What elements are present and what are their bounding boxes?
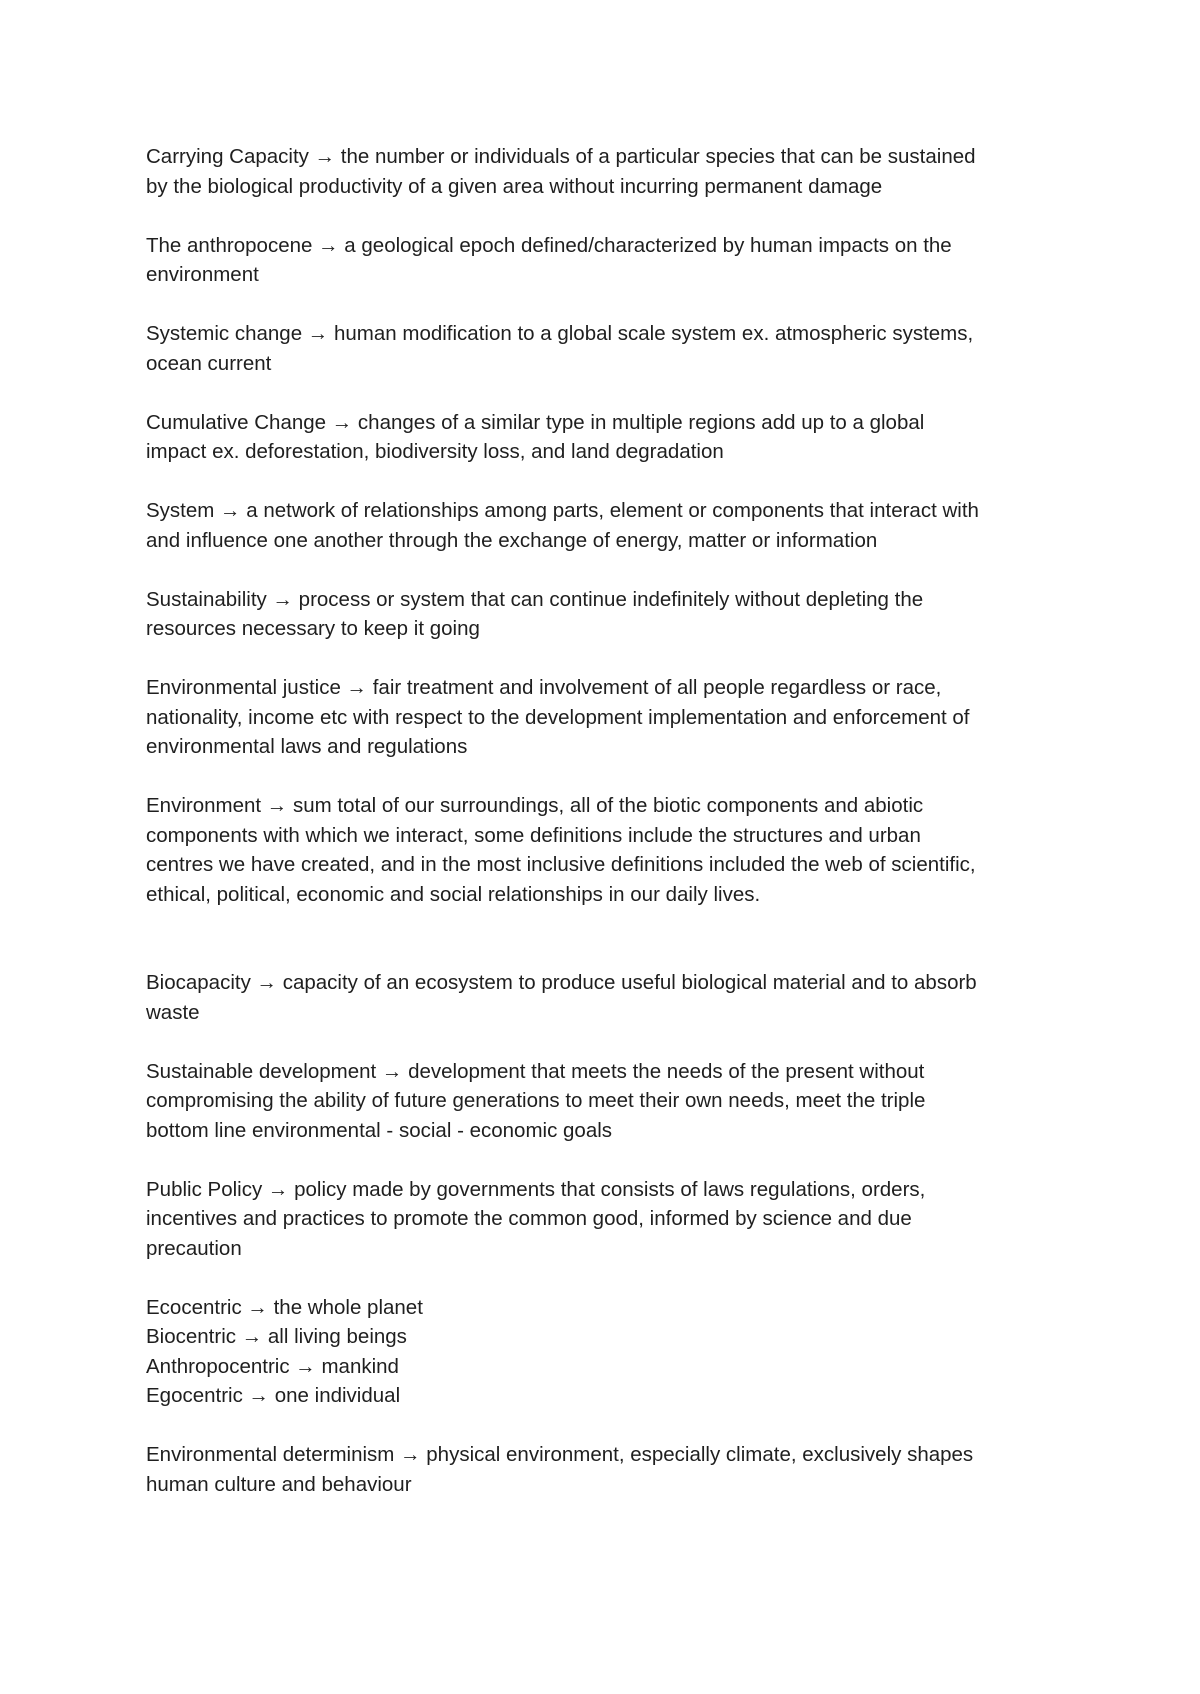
text-line: ethical, political, economic and social relationships in our daily lives. bbox=[146, 882, 761, 906]
text-line: ocean current bbox=[146, 351, 272, 375]
definition-carrying-capacity bbox=[146, 142, 1066, 201]
text-line: impact ex. deforestation, biodiversity loss, and land degradation bbox=[146, 440, 724, 463]
text-line: components with which we interact, some definitions include the structures and urban bbox=[146, 823, 921, 847]
text-line: Systemic change → human modification to a global scale system ex. atmospheric systems, bbox=[146, 322, 974, 345]
definition-anthropocene bbox=[146, 231, 1066, 290]
text-line: Ecocentric → the whole planet bbox=[146, 1295, 423, 1319]
definition-public-policy bbox=[146, 1175, 1066, 1264]
text-line: by the biological productivity of a given area without incurring permanent damage bbox=[146, 174, 883, 198]
text-line: bottom line environmental - social - economic goals bbox=[146, 1118, 613, 1142]
text-line: Environmental justice → fair treatment and involvement of all people regardless or race, bbox=[146, 676, 942, 699]
text-line: Anthropocentric → mankind bbox=[146, 1354, 399, 1378]
definition-environmental-determinism bbox=[146, 1440, 1066, 1499]
text-line: resources necessary to keep it going bbox=[146, 617, 480, 640]
text-line: nationality, income etc with respect to the development implementation and enforcement of bbox=[146, 705, 970, 729]
definition-environmental-justice bbox=[146, 673, 1066, 762]
text-line: and influence one another through the exchange of energy, matter or information bbox=[146, 528, 878, 552]
definition-cumulative-change bbox=[146, 408, 1066, 467]
definition-biocapacity bbox=[146, 968, 1066, 1027]
document-body bbox=[146, 142, 1066, 1529]
text-line: Sustainable development → development that meets the needs of the present without bbox=[146, 1059, 925, 1083]
text-line: Biocapacity → capacity of an ecosystem to produce useful biological material and to absorb bbox=[146, 971, 977, 994]
text-line: Sustainability → process or system that can continue indefinitely without depleting the bbox=[146, 587, 924, 611]
definition-centric-views bbox=[146, 1293, 1066, 1411]
text-line: incentives and practices to promote the common good, informed by science and due bbox=[146, 1207, 912, 1230]
definition-sustainable-development bbox=[146, 1057, 1066, 1146]
text-line: Egocentric → one individual bbox=[146, 1384, 401, 1407]
text-line: Carrying Capacity → the number or individuals of a particular species that can be sustained bbox=[146, 145, 976, 168]
definition-environment bbox=[146, 791, 1066, 909]
text-line: System → a network of relationships among parts, element or components that interact with bbox=[146, 499, 979, 522]
text-line: precaution bbox=[146, 1236, 242, 1260]
text-line: compromising the ability of future generations to meet their own needs, meet the triple bbox=[146, 1089, 926, 1112]
text-line: Biocentric → all living beings bbox=[146, 1325, 407, 1348]
text-line: Environment → sum total of our surroundings, all of the biotic components and abiotic bbox=[146, 794, 924, 817]
text-line: environment bbox=[146, 263, 259, 286]
text-line: The anthropocene → a geological epoch defined/characterized by human impacts on the bbox=[146, 233, 952, 257]
definition-systemic-change bbox=[146, 319, 1066, 378]
definition-system bbox=[146, 496, 1066, 555]
text-line: human culture and behaviour bbox=[146, 1472, 412, 1496]
text-line: Environmental determinism → physical environment, especially climate, exclusively shapes bbox=[146, 1443, 974, 1466]
text-line: environmental laws and regulations bbox=[146, 735, 468, 758]
definition-sustainability bbox=[146, 585, 1066, 644]
text-line: waste bbox=[146, 1000, 200, 1024]
text-line: centres we have created, and in the most inclusive definitions included the web of scientific, bbox=[146, 853, 976, 876]
text-line: Public Policy → policy made by governments that consists of laws regulations, orders, bbox=[146, 1177, 926, 1201]
text-line: Cumulative Change → changes of a similar type in multiple regions add up to a global bbox=[146, 410, 925, 434]
